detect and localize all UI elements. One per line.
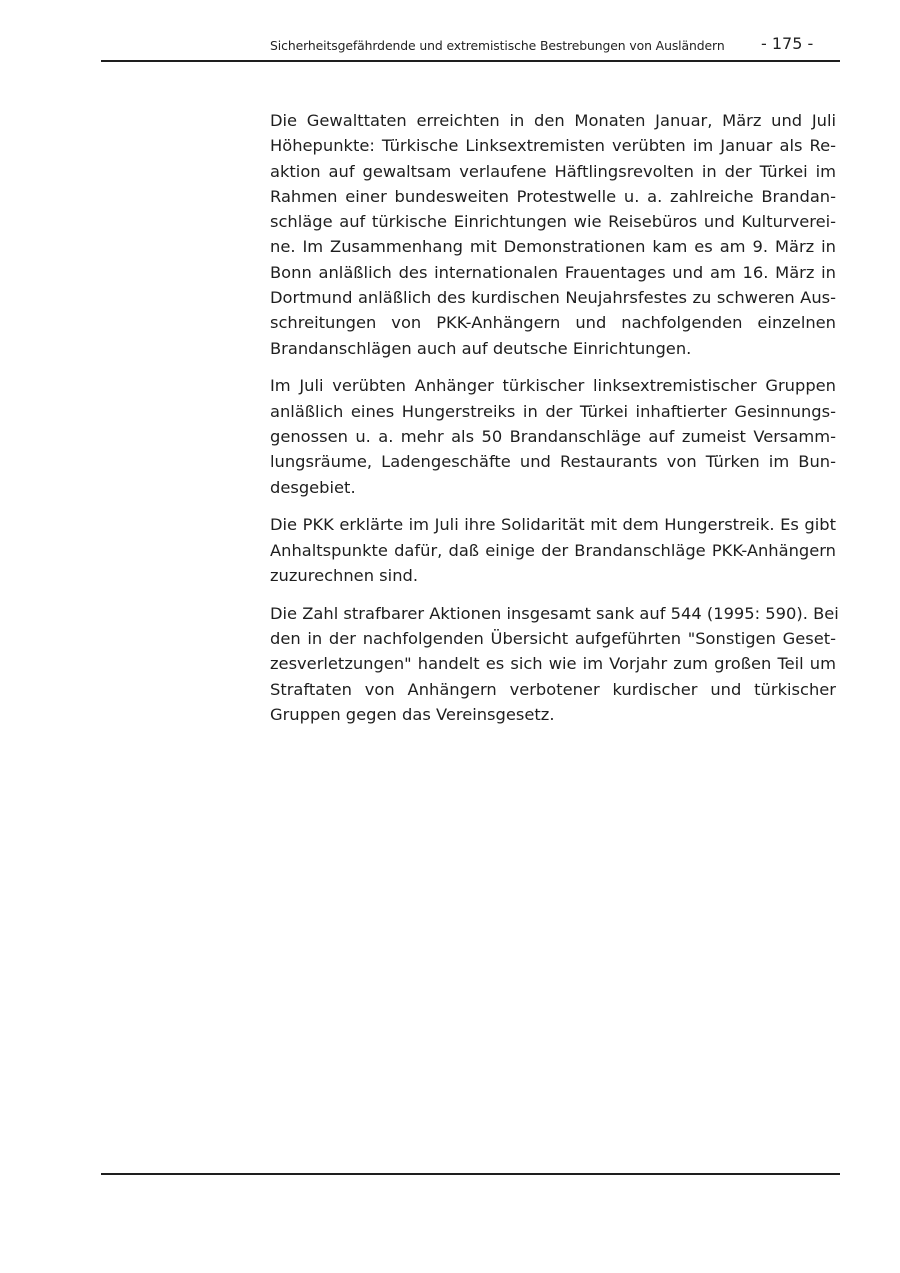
- text-line: Rahmen einer bundesweiten Protestwelle u. a. zahlreiche Brandan-: [270, 186, 836, 206]
- text-line: schläge auf türkische Einrichtungen wie Reisebüros und Kulturverei-: [270, 212, 836, 232]
- paragraph-2: [270, 373, 836, 499]
- text-line: Gruppen gegen das Vereinsgesetz.: [270, 705, 555, 725]
- paragraph-1: [270, 108, 836, 361]
- text-line: den in der nachfolgenden Übersicht aufgeführten "Sonstigen Geset-: [270, 629, 836, 649]
- text-line: Dortmund anläßlich des kurdischen Neujahrsfestes zu schweren Aus-: [270, 288, 836, 308]
- text-line: anläßlich eines Hungerstreiks in der Türkei inhaftierter Gesinnungs-: [270, 401, 836, 421]
- footer-rule: [101, 1173, 840, 1175]
- header-rule: [101, 60, 840, 62]
- text-line: schreitungen von PKK-Anhängern und nachfolgenden einzelnen: [270, 313, 836, 333]
- text-line: Höhepunkte: Türkische Linksextremisten verübten im Januar als Re-: [270, 136, 836, 156]
- text-line: Straftaten von Anhängern verbotener kurdischer und türkischer: [270, 679, 836, 699]
- text-line: Anhaltspunkte dafür, daß einige der Brandanschläge PKK-Anhängern: [270, 540, 836, 560]
- text-line: zesverletzungen" handelt es sich wie im Vorjahr zum großen Teil um: [270, 654, 836, 674]
- text-line: Bonn anläßlich des internationalen Frauentages und am 16. März in: [270, 262, 836, 282]
- text-line: aktion auf gewaltsam verlaufene Häftlingsrevolten in der Türkei im: [270, 161, 836, 181]
- text-line: Brandanschlägen auch auf deutsche Einrichtungen.: [270, 338, 692, 358]
- text-line: Im Juli verübten Anhänger türkischer linksextremistischer Gruppen: [270, 376, 836, 396]
- text-line: Die PKK erklärte im Juli ihre Solidarität mit dem Hungerstreik. Es gibt: [270, 515, 836, 535]
- paragraph-4: [270, 601, 839, 727]
- page-number: - 175 -: [761, 34, 814, 53]
- text-line: lungsräume, Ladengeschäfte und Restaurants von Türken im Bun-: [270, 452, 836, 472]
- header-title: Sicherheitsgefährdende und extremistische Bestrebungen von Ausländern: [270, 38, 725, 53]
- paragraph-3: [270, 512, 836, 588]
- text-line: desgebiet.: [270, 477, 356, 497]
- text-line: Die Zahl strafbarer Aktionen insgesamt sank auf 544 (1995: 590). Bei: [270, 603, 839, 623]
- text-line: Die Gewalttaten erreichten in den Monaten Januar, März und Juli: [270, 111, 836, 130]
- text-line: zuzurechnen sind.: [270, 566, 419, 586]
- text-line: ne. Im Zusammenhang mit Demonstrationen kam es am 9. März in: [270, 237, 836, 257]
- body-text: [270, 108, 839, 740]
- text-line: genossen u. a. mehr als 50 Brandanschläge auf zumeist Versamm-: [270, 427, 836, 447]
